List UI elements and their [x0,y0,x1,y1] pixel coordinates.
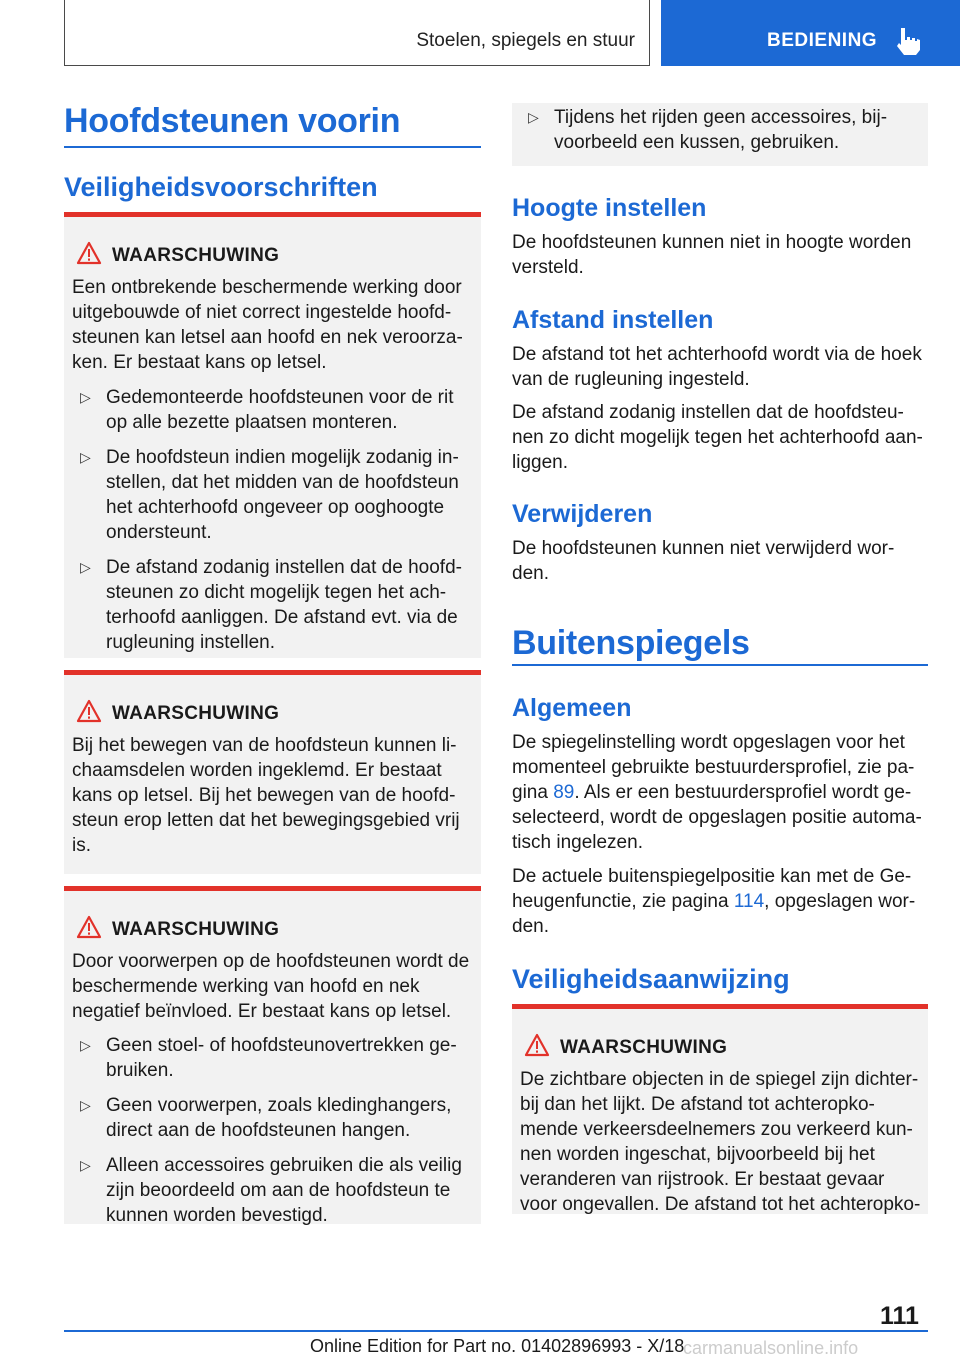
list-item: ▷ Geen voorwerpen, zoals kledinghangers, direct aan de hoofdsteunen hangen. [80,1095,452,1141]
footer-edition: Online Edition for Part no. 01402896993 - X/18 [310,1336,685,1356]
height-text: De hoofdsteunen kunnen niet in hoogte worden versteld. [512,232,912,278]
warning-text: Door voorwerpen op de hoofdsteunen wordt de beschermende werking van hoofd en nek negatief beïnvloed. Er bestaat kans op letsel. [72,951,470,1022]
footer-rule [64,1330,928,1332]
page-link-114[interactable]: 114 [733,891,765,912]
warning-text: De zichtbare objecten in de spiegel zijn dichter-bij dan het lijkt. De afstand tot achteropko-mende verkeersdeelnemers zou verkeerd kun-nen worden ingeschat, bijvoorbeeld bij het veranderen van rijstrook. Er bestaat gevaar voor ongevallen. De afstand tot het achteropko- [520,1069,921,1215]
bullet-triangle-icon: ▷ [80,1037,91,1053]
bullet-triangle-icon: ▷ [528,109,539,125]
list-item: ▷ De hoofdsteun indien mogelijk zodanig in-stellen, dat het midden van de hoofdsteun het achterhoofd ongeveer op ooghoogte ondersteunt. [80,447,459,543]
page-title: Hoofdsteunen voorin [64,102,401,140]
general-text-2: De actuele buitenspiegelpositie kan met de Ge-heugenfunctie, zie pagina 114, opgeslagen wor-den. [512,866,916,937]
bullet-triangle-icon: ▷ [80,1097,91,1113]
safety-note-heading: Veiligheidsaanwijzing [512,964,790,994]
list-item: ▷ Tijdens het rijden geen accessoires, bij-voorbeeld een kussen, gebruiken. [528,107,888,153]
height-heading: Hoogte instellen [512,194,707,222]
continued-warning-box [512,103,928,166]
warning-label: WAARSCHUWING [560,1037,728,1058]
warning-box-3 [64,886,481,1224]
warning-box-2 [64,670,481,874]
bullet-triangle-icon: ▷ [80,449,91,465]
footer-watermark: carmanualsonline.info [683,1338,859,1358]
general-text-1: De spiegelinstelling wordt opgeslagen voor het momenteel gebruikte bestuurdersprofiel, zie pa-gina 89. Als er een bestuurdersprofiel wordt ge-selecteerd, wordt de opgeslagen positie automa-tisch ingelezen. [512,732,922,853]
warning-bullet-list [72,385,472,665]
hand-pointer-icon [895,26,921,56]
header-chapter-tab[interactable] [661,0,960,66]
warning-triangle-icon [76,699,102,723]
warning-box-mirrors [512,1004,928,1214]
distance-text-2: De afstand zodanig instellen dat de hoofdsteu-nen zo dicht mogelijk tegen het achterhoofd aan-liggen. [512,402,923,473]
bullet-triangle-icon: ▷ [80,389,91,405]
list-item: ▷ De afstand zodanig instellen dat de hoofd-steunen zo dicht mogelijk tegen het ach-terhoofd aanliggen. De afstand evt. via de rugleuning instellen. [80,557,462,653]
header-section-title: Stoelen, spiegels en stuur [416,30,635,51]
warning-label: WAARSCHUWING [112,919,280,940]
bullet-triangle-icon: ▷ [80,1157,91,1173]
continued-bullet-list [520,105,920,165]
page-number: 111 [880,1302,919,1330]
list-item: ▷ Alleen accessoires gebruiken die als veilig zijn beoordeeld om aan de hoofdsteun te kunnen worden bevestigd. [80,1155,462,1226]
distance-text-1: De afstand tot het achterhoofd wordt via de hoek van de rugleuning ingesteld. [512,344,922,390]
warning-label: WAARSCHUWING [112,703,280,724]
warning-triangle-icon [76,915,102,939]
warning-label: WAARSCHUWING [112,245,280,266]
warning-triangle-icon [524,1033,550,1057]
list-item: ▷ Geen stoel- of hoofdsteunovertrekken ge-bruiken. [80,1035,457,1081]
remove-heading: Verwijderen [512,500,653,528]
warning-text: Bij het bewegen van de hoofdsteun kunnen li-chaamsdelen worden ingeklemd. Er bestaat kans op letsel. Bij het bewegen van de hoofd-steun erop letten dat het bewegingsgebied vrij is. [72,735,460,856]
title-rule [64,146,481,148]
warning-box-1 [64,212,481,658]
warning-bullet-list [72,1033,472,1238]
header-section-box [64,0,650,66]
list-item: ▷ Gedemonteerde hoofdsteunen voor de rit op alle bezette plaatsen monteren. [80,387,454,433]
page-link-89[interactable]: 89 [553,782,575,803]
header-chapter-label: BEDIENING [767,30,878,51]
bullet-triangle-icon: ▷ [80,559,91,575]
remove-text: De hoofdsteunen kunnen niet verwijderd wor-den. [512,538,895,584]
mirrors-title: Buitenspiegels [512,624,750,662]
mirrors-rule [512,664,928,666]
general-heading: Algemeen [512,694,632,722]
distance-heading: Afstand instellen [512,306,714,334]
warning-triangle-icon [76,241,102,265]
warning-text: Een ontbrekende beschermende werking door uitgebouwde of niet correct ingestelde hoofd-steunen kan letsel aan hoofd en nek veroorza-ken. Er bestaat kans op letsel. [72,277,463,373]
safety-heading: Veiligheidsvoorschriften [64,172,378,202]
